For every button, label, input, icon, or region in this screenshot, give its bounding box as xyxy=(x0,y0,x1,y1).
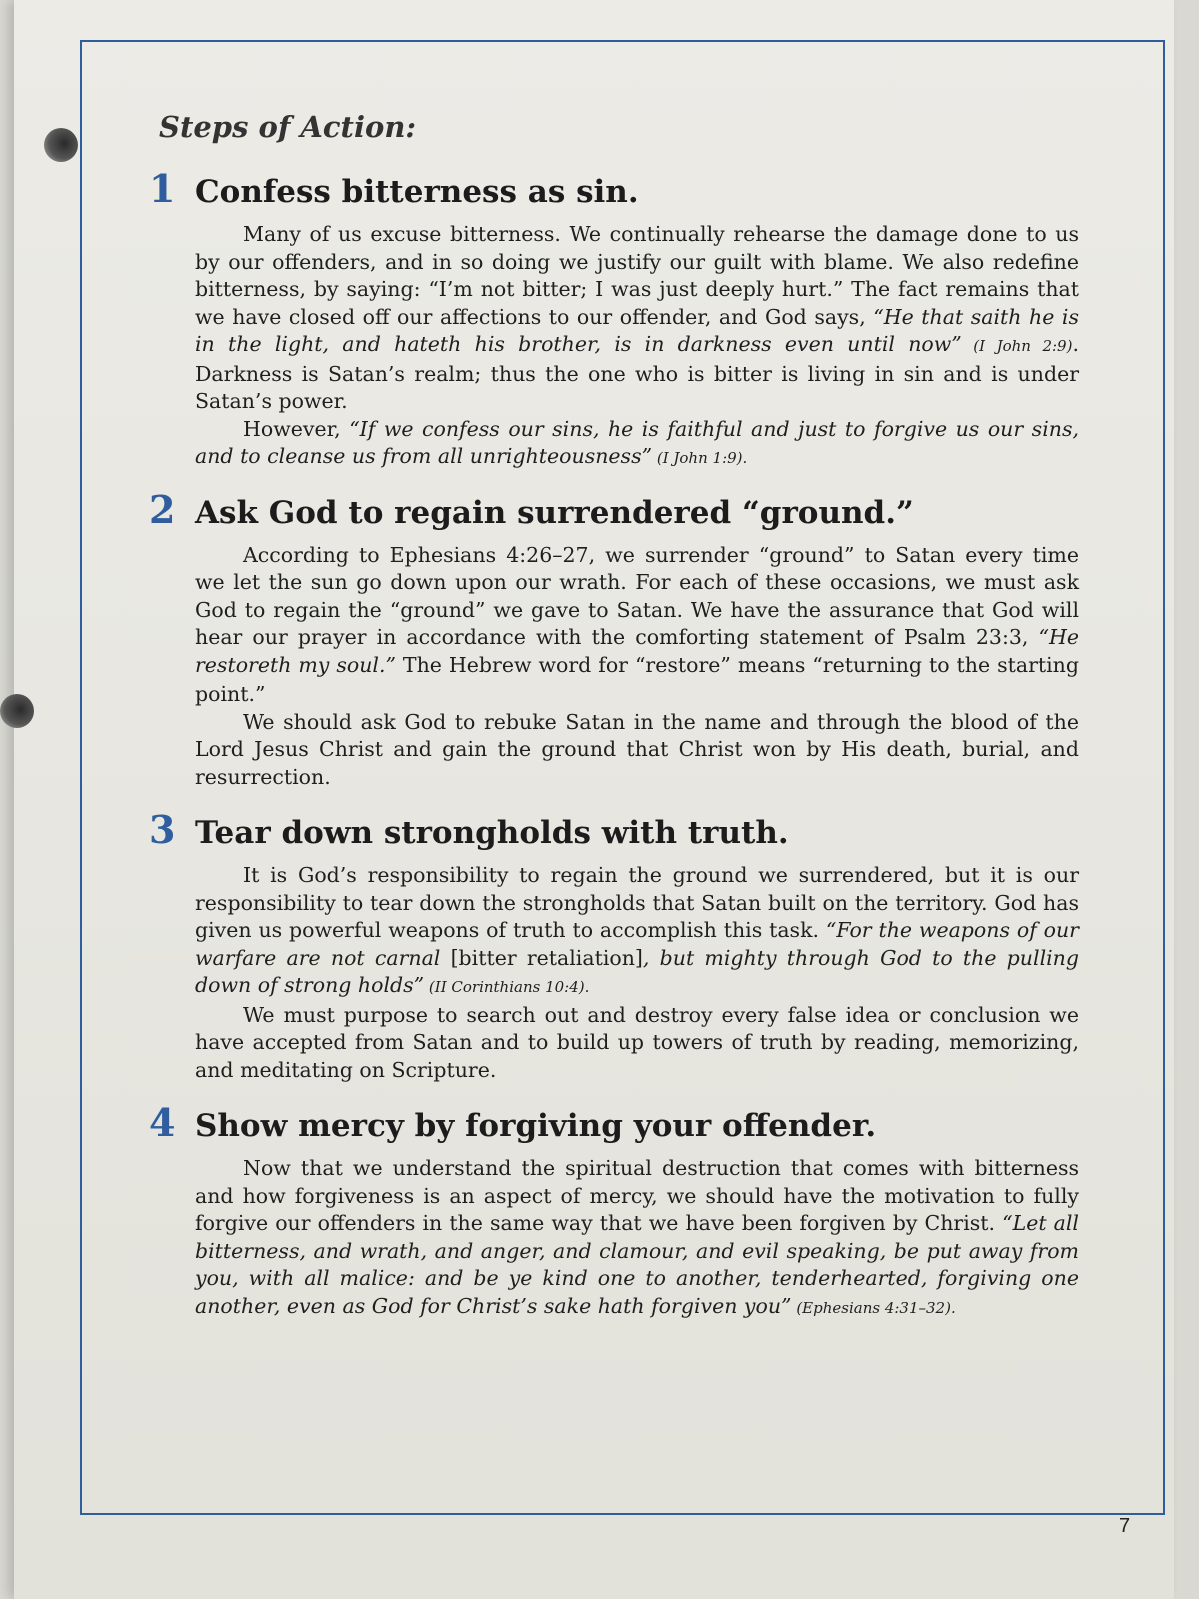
page-number: 7 xyxy=(1119,1515,1131,1537)
step-title: Show mercy by forgiving your offender. xyxy=(195,1108,877,1144)
step-number: 3 xyxy=(149,807,176,852)
step-number: 1 xyxy=(149,166,176,211)
step-body xyxy=(149,221,1079,473)
step-title: Ask God to regain surrendered “ground.” xyxy=(195,494,914,531)
paragraph: We should ask God to rebuke Satan in the name and through the blood of the Lord Jesus Christ and gain the ground that Christ won by His death, burial, and resurrection. xyxy=(195,709,1079,789)
step-title: Tear down strongholds with truth. xyxy=(195,815,789,851)
step-number: 4 xyxy=(149,1100,176,1145)
step-4 xyxy=(149,1100,1079,1322)
step-3 xyxy=(149,807,1079,1086)
section-heading: Steps of Action: xyxy=(159,110,417,144)
paragraph: Many of us excuse bitterness. We continually rehearse the damage done to us by our offenders, and in so doing we justify our guilt with blame. We also redefine bitterness, by saying: “I’m not bitter; I was just deeply hurt.” The fact remains that we have closed off our affections to our offender, and God says, “He that saith he is in the light, and hateth his brother, is in darkness even until now” (I John 2:9). Darkness is Satan’s realm; thus the one who is bitter is living in sin and is under Satan’s power. xyxy=(195,222,1079,413)
binder-hole-top xyxy=(44,128,78,162)
step-number: 2 xyxy=(149,486,176,532)
page xyxy=(14,0,1174,1599)
paragraph: However, “If we confess our sins, he is faithful and just to forgive us our sins, and to cleanse us from all unrighteousness” (I John 1:9). xyxy=(195,416,1079,468)
step-body xyxy=(149,1155,1079,1322)
step-title: Confess bitterness as sin. xyxy=(195,174,639,210)
step-1 xyxy=(149,166,1079,473)
paragraph: We must purpose to search out and destroy every false idea or conclusion we have accepted from Satan and to build up towers of truth by reading, memorizing, and meditating on Scripture. xyxy=(195,1002,1079,1082)
paragraph: According to Ephesians 4:26–27, we surrender “ground” to Satan every time we let the sun go down upon our wrath. For each of these occasions, we must ask God to regain the “ground” we gave to Satan. We have the assurance that God will hear our prayer in accordance with the comforting statement of Psalm 23:3, “He restoreth my soul.” The Hebrew word for “restore” means “returning to the starting point.” xyxy=(195,542,1079,706)
step-2 xyxy=(149,487,1079,794)
step-body xyxy=(149,862,1079,1086)
binder-hole-middle xyxy=(0,694,34,728)
step-body xyxy=(149,542,1079,794)
paragraph: It is God’s responsibility to regain the ground we surrendered, but it is our responsibility to tear down the strongholds that Satan built on the territory. God has given us powerful weapons of truth to accomplish this task. “For the weapons of our warfare are not carnal [bitter retaliation], but mighty through God to the pulling down of strong holds” (II Corinthians 10:4). xyxy=(195,863,1080,997)
content-area xyxy=(149,110,1079,1336)
paragraph: Now that we understand the spiritual destruction that comes with bitterness and how forgiveness is an aspect of mercy, we should have the motivation to fully forgive our offenders in the same way that we have been forgiven by Christ. “Let all bitterness, and wrath, and anger, and clamour, and evil speaking, be put away from you, with all malice: and be ye kind one to another, tenderhearted, forgiving one another, even as God for Christ’s sake hath forgiven you” (Ephesians 4:31–32). xyxy=(195,1156,1079,1318)
